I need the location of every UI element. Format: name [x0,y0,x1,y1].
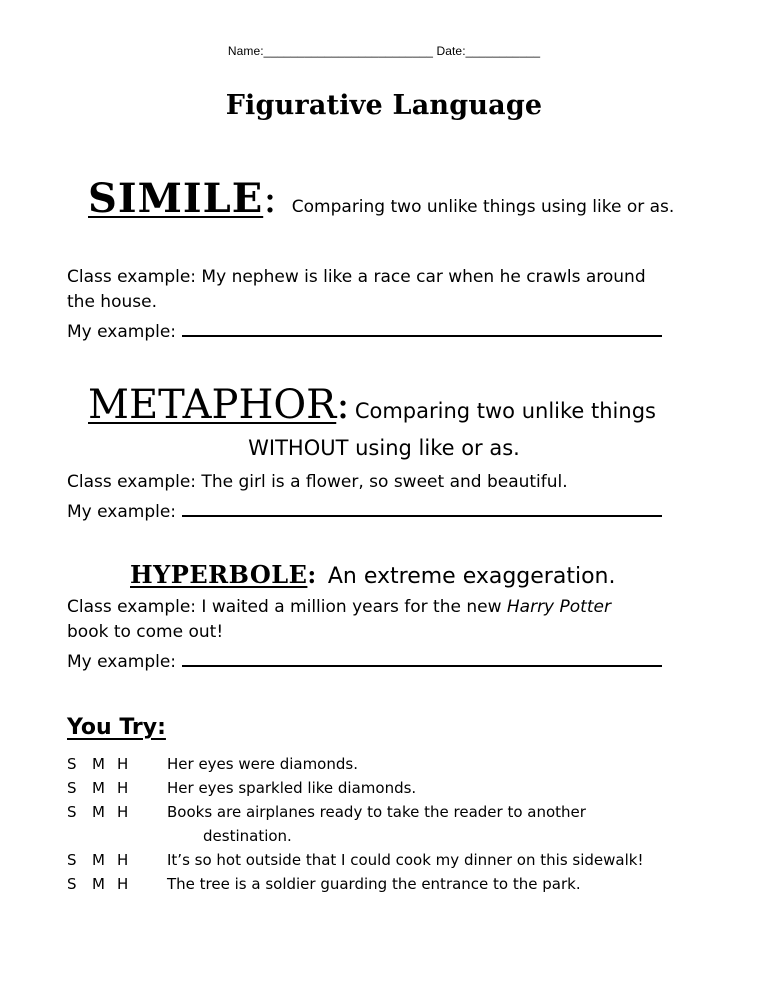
you-try-sentence: Her eyes were diamonds. [167,755,358,773]
you-try-sentence: Her eyes sparkled like diamonds. [167,779,417,797]
option-s[interactable]: S [67,755,77,773]
metaphor-colon: : [336,382,350,428]
page-title: Figurative Language [225,90,543,121]
option-h[interactable]: H [117,803,129,821]
you-try-item [67,776,747,800]
metaphor-definition-line2: WITHOUT using like or as. [248,436,520,460]
simile-my-example-label: My example: [67,322,177,342]
you-try-sentence: It’s so hot outside that I could cook my dinner on this sidewalk! [167,851,644,869]
hyperbole-book-title: Harry Potter [506,597,611,617]
you-try-sentence: The tree is a soldier guarding the entrance to the park. [167,875,581,893]
hyperbole-term: HYPERBOLE [130,560,308,589]
you-try-sentence-continuation: destination. [203,827,292,845]
option-m[interactable]: M [92,851,105,869]
metaphor-definition-line1: Comparing two unlike things [354,399,656,423]
simile-answer-blank[interactable] [182,321,662,337]
you-try-list [67,752,747,896]
option-h[interactable]: H [117,875,129,893]
simile-definition: Comparing two unlike things using like or as. [291,197,675,217]
simile-colon: : [263,176,277,222]
option-s[interactable]: S [67,779,77,797]
you-try-heading: You Try: [67,715,166,740]
simile-heading-row [88,175,674,222]
metaphor-my-example [67,500,662,525]
hyperbole-my-example-label: My example: [67,652,177,672]
option-h[interactable]: H [117,851,129,869]
you-try-sentence-line1: Books are airplanes ready to take the reader to another [167,803,586,821]
hyperbole-my-example [67,650,662,675]
option-s[interactable]: S [67,851,77,869]
hyperbole-answer-blank[interactable] [182,651,662,667]
hyperbole-class-example-line1 [67,595,611,620]
hyperbole-heading-row [130,560,615,589]
you-try-item [67,800,747,848]
you-try-item [67,752,747,776]
simile-class-example-line2: the house. [67,292,157,312]
option-s[interactable]: S [67,803,77,821]
option-s[interactable]: S [67,875,77,893]
you-try-item [67,848,747,872]
option-m[interactable]: M [92,803,105,821]
metaphor-answer-blank[interactable] [182,501,662,517]
option-m[interactable]: M [92,875,105,893]
hyperbole-class-example-text: Class example: I waited a million years for the new [67,597,507,617]
simile-term: SIMILE [88,175,264,222]
option-h[interactable]: H [117,755,129,773]
option-m[interactable]: M [92,755,105,773]
metaphor-my-example-label: My example: [67,502,177,522]
option-m[interactable]: M [92,779,105,797]
metaphor-term: METAPHOR [88,382,337,428]
simile-my-example [67,320,662,345]
metaphor-class-example: Class example: The girl is a flower, so sweet and beautiful. [67,472,568,492]
hyperbole-colon: : [307,560,317,589]
metaphor-heading-row [88,382,656,428]
option-h[interactable]: H [117,779,129,797]
simile-class-example-line1: Class example: My nephew is like a race car when he crawls around [67,267,646,287]
name-date-line: Name:_________________________ Date:___________ [227,44,541,58]
you-try-item [67,872,747,896]
hyperbole-definition: An extreme exaggeration. [327,564,616,589]
hyperbole-class-example-line2: book to come out! [67,622,224,642]
you-try-sentence [167,800,747,848]
